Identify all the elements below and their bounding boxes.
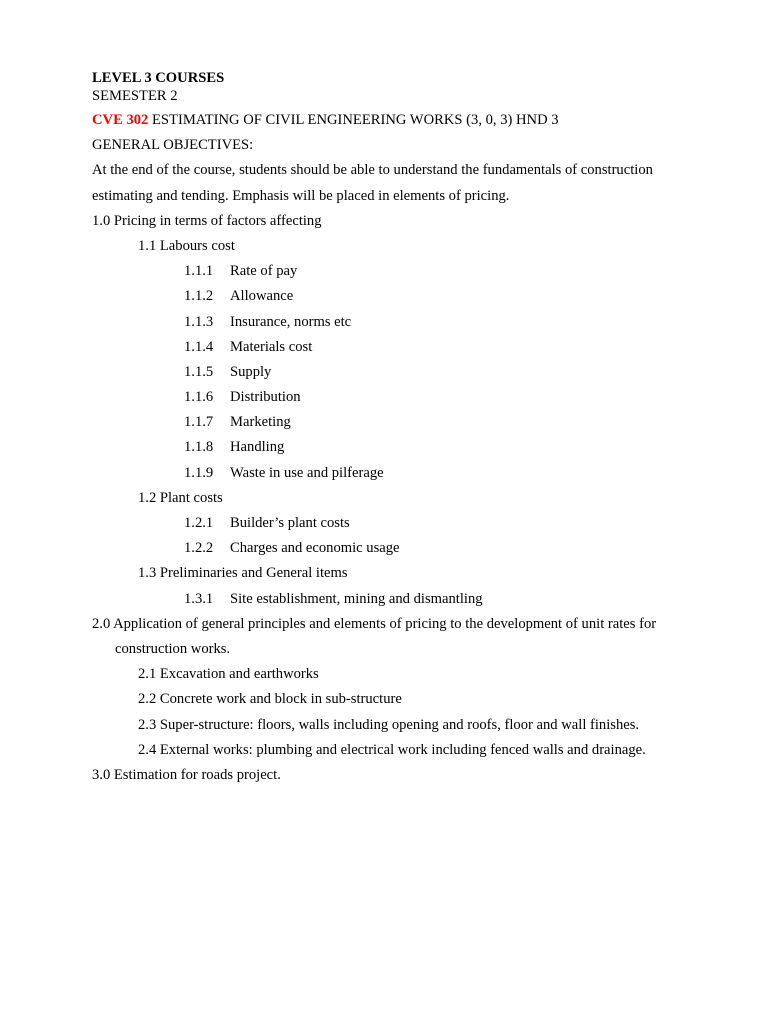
list-item	[184, 590, 483, 608]
list-item	[184, 262, 297, 280]
item-number: 1.2.1	[184, 515, 214, 531]
list-item: 2.3 Super-structure: floors, walls including opening and roofs, floor and wall finishes.	[138, 717, 640, 733]
list-item: 2.2 Concrete work and block in sub-structure	[138, 691, 402, 707]
objectives-text-line-2: estimating and tending. Emphasis will be placed in elements of pricing.	[92, 188, 510, 204]
subsection-1-3-title: 1.3 Preliminaries and General items	[138, 565, 348, 581]
course-title-line	[92, 111, 559, 129]
subsection-1-1-title: 1.1 Labours cost	[138, 238, 235, 254]
list-item	[184, 363, 271, 381]
objectives-text-line-1: At the end of the course, students should be able to understand the fundamentals of construction	[92, 162, 653, 178]
item-text: Rate of pay	[230, 263, 298, 279]
list-item	[184, 464, 384, 482]
list-item	[184, 338, 312, 356]
section-3-title: 3.0 Estimation for roads project.	[92, 767, 281, 783]
list-item	[184, 388, 301, 406]
item-text: Charges and economic usage	[230, 540, 400, 556]
list-item	[184, 539, 400, 557]
list-item: 2.4 External works: plumbing and electrical work including fenced walls and drainage.	[138, 742, 646, 758]
section-2-title-line-1: 2.0 Application of general principles and elements of pricing to the development of unit rates for	[92, 616, 657, 632]
list-item: 2.1 Excavation and earthworks	[138, 666, 319, 682]
item-number: 1.1.5	[184, 364, 214, 380]
item-text: Site establishment, mining and dismantling	[230, 591, 483, 607]
item-text: Distribution	[230, 389, 301, 405]
item-text: Builder’s plant costs	[230, 515, 350, 531]
item-number: 1.1.2	[184, 288, 214, 304]
item-number: 1.1.4	[184, 339, 214, 355]
item-text: Materials cost	[230, 339, 313, 355]
item-text: Handling	[230, 439, 285, 455]
item-text: Insurance, norms etc	[230, 314, 352, 330]
item-text: Waste in use and pilferage	[230, 465, 384, 481]
item-number: 1.1.1	[184, 263, 214, 279]
list-item	[184, 438, 284, 456]
item-number: 1.1.7	[184, 414, 214, 430]
item-text: Allowance	[230, 288, 294, 304]
item-number: 1.3.1	[184, 591, 214, 607]
list-item	[184, 287, 293, 305]
item-text: Marketing	[230, 414, 291, 430]
semester-heading: SEMESTER 2	[92, 88, 178, 104]
item-number: 1.1.6	[184, 389, 214, 405]
item-number: 1.1.8	[184, 439, 214, 455]
list-item	[184, 413, 291, 431]
list-item	[184, 514, 350, 532]
course-code: CVE 302	[92, 112, 149, 128]
section-2-title-line-2: construction works.	[115, 641, 231, 657]
item-text: Supply	[230, 364, 272, 380]
section-1-title: 1.0 Pricing in terms of factors affecting	[92, 213, 322, 229]
item-number: 1.1.3	[184, 314, 214, 330]
list-item	[184, 313, 351, 331]
objectives-heading: GENERAL OBJECTIVES:	[92, 137, 254, 153]
subsection-1-2-title: 1.2 Plant costs	[138, 490, 223, 506]
level-heading: LEVEL 3 COURSES	[92, 70, 225, 86]
item-number: 1.1.9	[184, 465, 214, 481]
course-title: ESTIMATING OF CIVIL ENGINEERING WORKS (3, 0, 3) HND 3	[148, 112, 559, 128]
item-number: 1.2.2	[184, 540, 214, 556]
